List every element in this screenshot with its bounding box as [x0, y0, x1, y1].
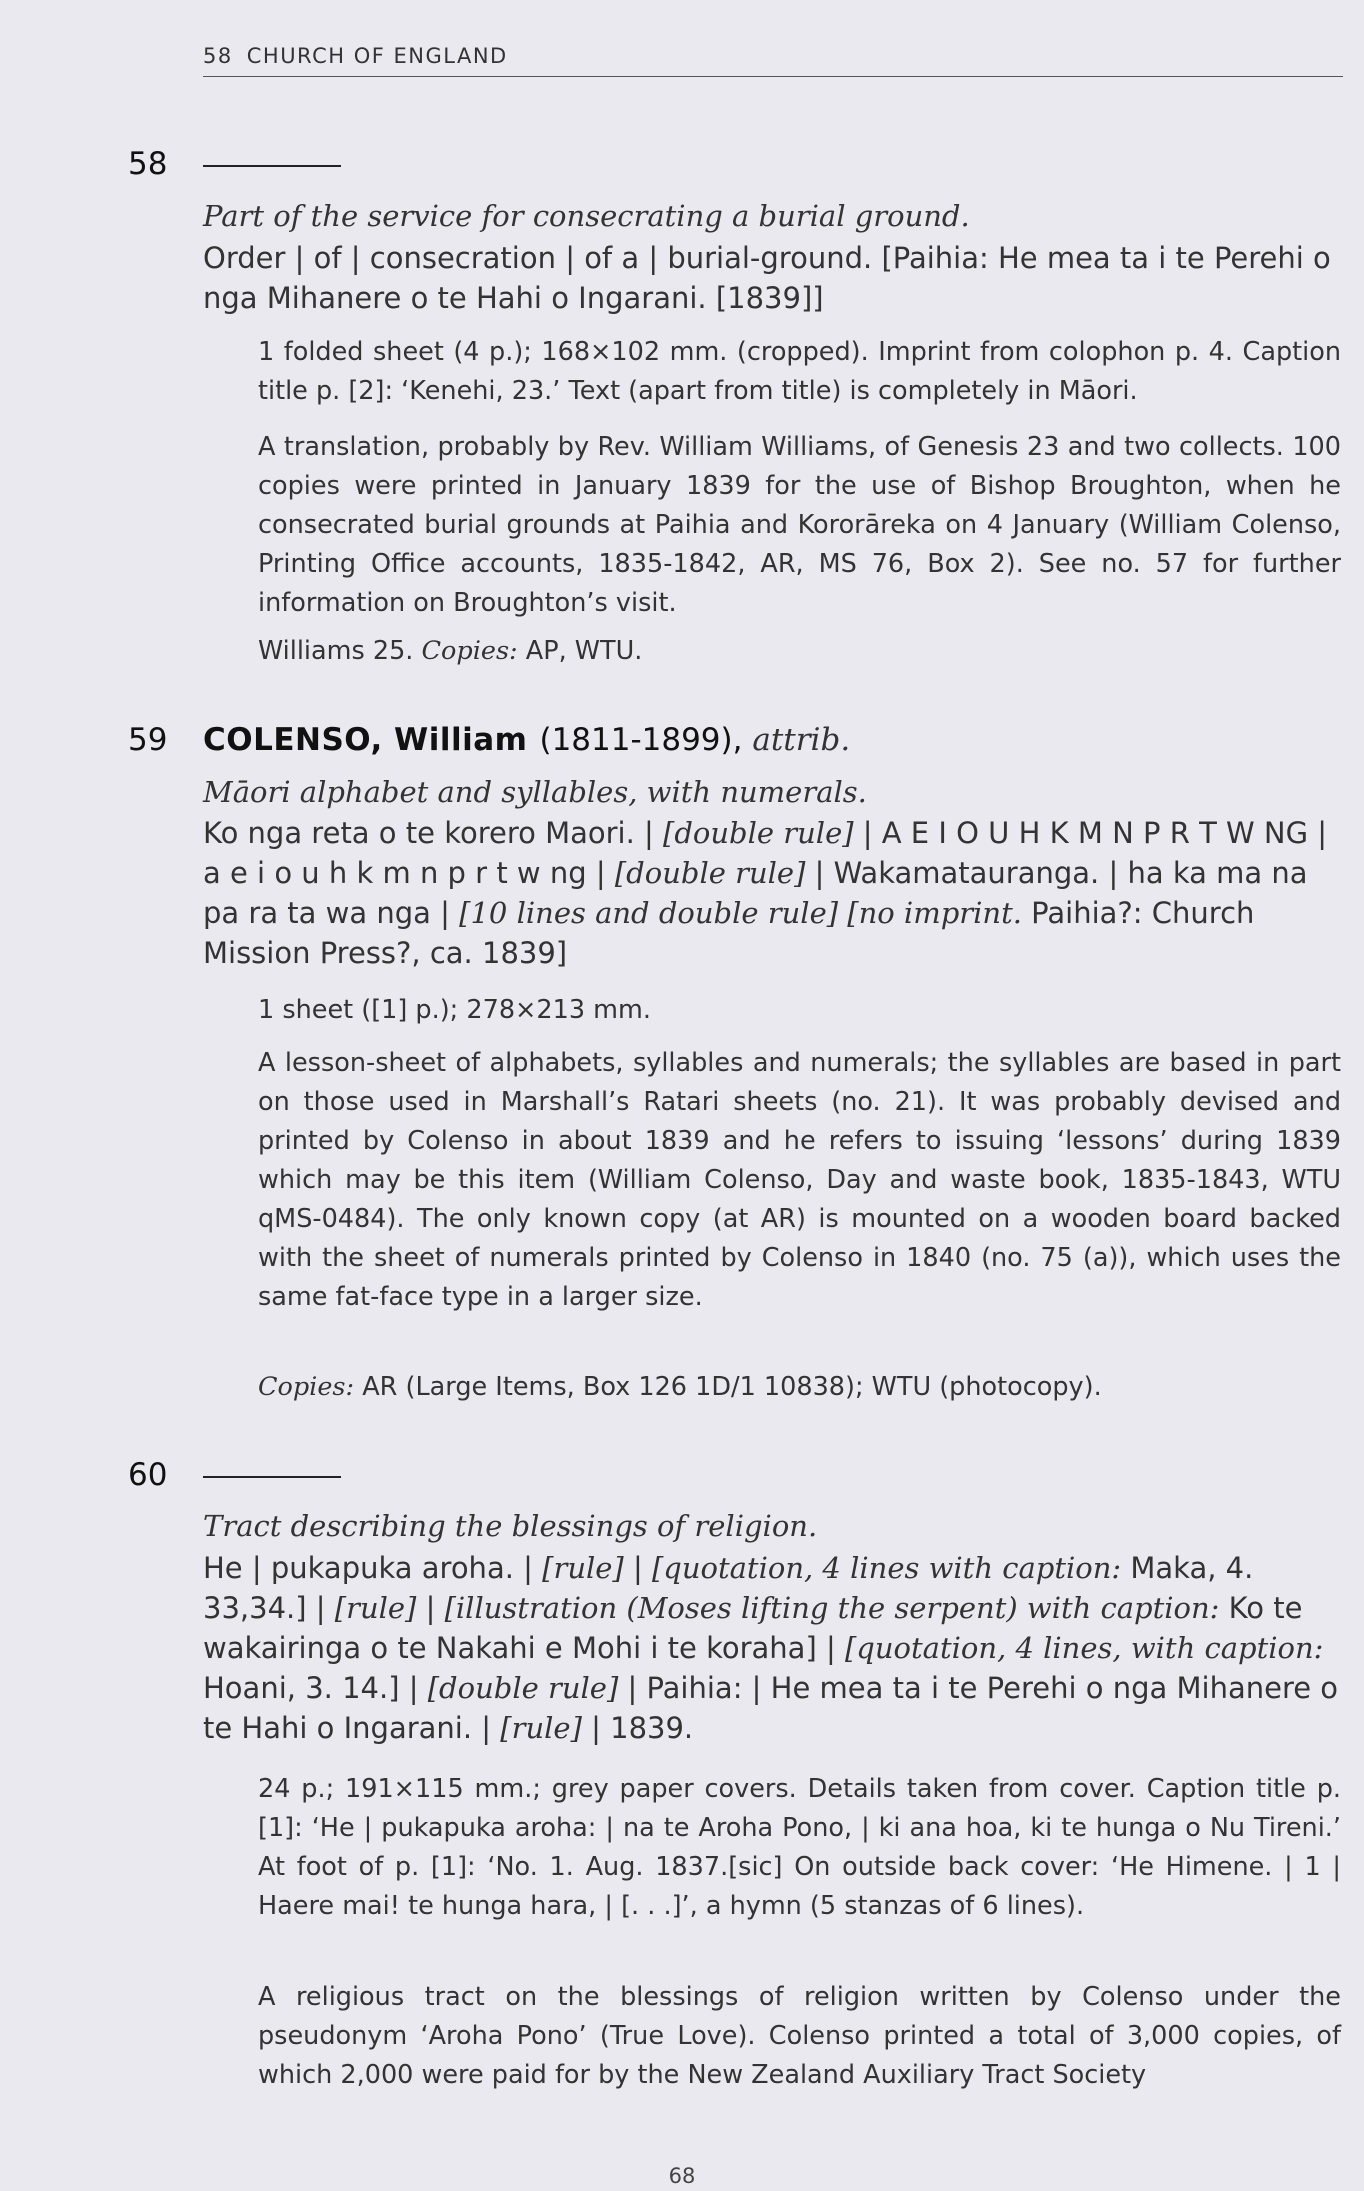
entry-attribution: attrib.	[752, 722, 851, 758]
entry-note: A lesson-sheet of alphabets, syllables and numerals; the syllables are based in part on those used in Marshall’s Ratari sheets (no. 21). It was probably devised and printed by Colenso in about 1839 and he refers to issuing ‘lessons’ during 1839 which may be this item (William Colenso, Day and waste book, 1835-1843, WTU qMS-0484). The only known copy (at AR) is mounted on a wooden board backed with the sheet of numerals printed by Colenso in 1840 (no. 75 (a)), which uses the same fat-face type in a larger size.	[258, 1048, 1341, 1312]
entry-title: Tract describing the blessings of religion.	[203, 1509, 818, 1543]
entry-title: Māori alphabet and syllables, with numerals.	[203, 775, 867, 809]
running-head-page-number: 58	[203, 44, 233, 68]
folio-page-number: 68	[668, 2164, 696, 2188]
copies-label: Copies:	[421, 636, 518, 666]
entry-note: A translation, probably by Rev. William Williams, of Genesis 23 and two collects. 100 copies were printed in January 1839 for the use of Bishop Broughton, when he consecrated burial grounds at Paihia and Kororāreka on 4 January (William Colenso, Printing Office accounts, 1835-1842, AR, MS 76, Box 2). See no. 57 for further information on Broughton’s visit.	[258, 432, 1341, 618]
running-head	[203, 44, 1343, 77]
entry-transcription: He | pukapuka aroha. | [rule] | [quotation, 4 lines with caption: Maka, 4. 33,34.] | [rule] | [illustration (Moses lifting the serpent) with caption: Ko te wakairinga o te Nakahi e Mohi i te koraha] | [quotation, 4 lines, with caption: Hoani, 3. 14.] | [double rule] | Paihia: | He mea ta i te Perehi o nga Mihanere o te Hahi o Ingarani. | [rule] | 1839.	[203, 1551, 1339, 1745]
entry-transcription: Ko nga reta o te korero Maori. | [double rule] | A E I O U H K M N P R T W NG | a e i o u h k m n p r t w ng | [double rule] | Wakamatauranga. | ha ka ma na pa ra ta wa nga | [10 lines and double rule] [no imprint. Paihia?: Church Mission Press?, ca. 1839]	[203, 816, 1328, 970]
entry-copies	[258, 632, 1341, 671]
entry-note: A religious tract on the blessings of religion written by Colenso under the pseudonym ‘Aroha Pono’ (True Love). Colenso printed a total of 3,000 copies, of which 2,000 were paid for by the New Zealand Auxiliary Tract Society	[258, 1982, 1341, 2090]
entry-heading-rule	[203, 1457, 341, 1493]
entry-copies	[258, 1368, 1341, 1407]
entry-title: Part of the service for consecrating a burial ground.	[203, 199, 970, 233]
entry-physical-description: 24 p.; 191×115 mm.; grey paper covers. Details taken from cover. Caption title p. [1]: ‘He | pukapuka aroha: | na te Aroha Pono, | ki ana hoa, ki te hunga o Nu Tireni.’ At foot of p. [1]: ‘No. 1. Aug. 1837.[sic] On outside back cover: ‘He Himene. | 1 | Haere mai! te hunga hara, | [. . .]’, a hymn (5 stanzas of 6 lines).	[258, 1774, 1341, 1921]
entry-dates: (1811-1899),	[539, 722, 743, 758]
copies-holdings: AR (Large Items, Box 126 1D/1 10838); WTU (photocopy).	[362, 1372, 1102, 1402]
copies-label: Copies:	[258, 1372, 355, 1402]
entry-number: 58	[128, 146, 168, 182]
entry-number: 60	[128, 1457, 168, 1493]
entry-number: 59	[128, 722, 168, 758]
bibliography-reference: Williams 25.	[258, 636, 414, 666]
copies-holdings: AP, WTU.	[525, 636, 643, 666]
entry-heading-rule	[203, 146, 341, 182]
entry-author: COLENSO, William	[203, 722, 528, 758]
entry-heading	[203, 722, 850, 758]
entry-physical-description: 1 folded sheet (4 p.); 168×102 mm. (cropped). Imprint from colophon p. 4. Caption title p. [2]: ‘Kenehi, 23.’ Text (apart from title) is completely in Māori.	[258, 337, 1341, 406]
running-head-title: CHURCH OF ENGLAND	[246, 44, 508, 68]
entry-physical-description: 1 sheet ([1] p.); 278×213 mm.	[258, 995, 651, 1025]
entry-transcription: Order | of | consecration | of a | burial-ground. [Paihia: He mea ta i te Perehi o nga Mihanere o te Hahi o Ingarani. [1839]]	[203, 241, 1331, 315]
